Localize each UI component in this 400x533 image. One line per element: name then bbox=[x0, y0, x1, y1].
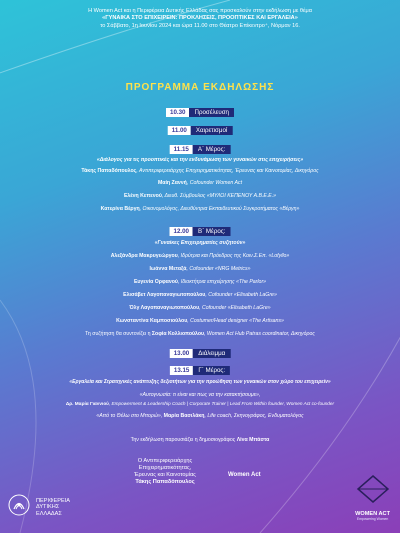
moderator-prefix: Τη συζήτηση θα συντονίζει η bbox=[85, 331, 152, 337]
event-date-venue: το Σάββατο, 1η Ιουνίου 2024 και ώρα 11.00 στο Θέατρο Επίκεντρο⁺, Νόρμαν 16. bbox=[100, 22, 300, 29]
slot-greetings bbox=[168, 126, 233, 135]
slot-name: Προσέλευση bbox=[189, 108, 234, 117]
part-b-speaker bbox=[6, 292, 394, 298]
part-a-speaker bbox=[6, 193, 394, 199]
slot-arrival bbox=[166, 108, 234, 117]
speaker-name: Δρ. Μαρία Γιαννιού bbox=[65, 401, 109, 406]
program-title: ΠΡΟΓΡΑΜΜΑ ΕΚΔΗΛΩΣΗΣ bbox=[125, 82, 275, 93]
women-act-name: WOMEN ACT bbox=[355, 511, 390, 517]
speaker-name: Κωνσταντίνα Καμποσιούλου bbox=[116, 318, 188, 324]
part-b-speaker bbox=[6, 253, 394, 259]
slot-time: 10.30 bbox=[166, 108, 189, 117]
talk-title: «Από το Θέλω στο Μπορώ», bbox=[96, 413, 164, 419]
speaker-role: , Αντιπεριφερειάρχης Επιχειρηματικότητας, Έρευνας και Καινοτομίας, Δικηγόρος bbox=[136, 168, 319, 174]
signature-title-2: Επιχειρηματικότητας, bbox=[138, 465, 192, 471]
part-b-speaker bbox=[6, 266, 394, 272]
part-a-speaker bbox=[6, 206, 394, 212]
slot-time: 12.00 bbox=[170, 227, 193, 236]
region-line-3: ΕΛΛΑΔΑΣ bbox=[36, 510, 62, 517]
speaker-name: Τάκης Παπαδόπουλος bbox=[81, 168, 137, 174]
region-name bbox=[36, 498, 70, 518]
signature-name: Τάκης Παπαδόπουλος bbox=[135, 479, 195, 485]
part-c-talk-1 bbox=[6, 392, 394, 398]
women-act-diamond-icon bbox=[356, 491, 390, 508]
part-b-moderator bbox=[6, 331, 394, 337]
part-a-topic: «Διάλογος για τις προοπτικές και την ενδυνάμωση των γυναικών στις επιχειρήσεις» bbox=[96, 157, 304, 163]
host-prefix: Την εκδήλωση παρουσιάζει η δημοσιογράφος bbox=[130, 437, 237, 443]
speaker-name: Αλεξάνδρα Μακρυγεώργου bbox=[110, 253, 178, 259]
signature-title-1: Ο Αντιπεριφερειάρχης bbox=[137, 458, 193, 464]
speaker-role: , Ιδρύτρια και Πρόεδρος της Κοιν.Σ.Επ. «Lofyllo» bbox=[177, 253, 290, 259]
host-name: Λίνα Μπάστα bbox=[236, 437, 270, 443]
region-emblem-icon bbox=[8, 494, 30, 521]
slot-name: Χαιρετισμοί bbox=[191, 126, 232, 135]
region-line-1: ΠΕΡΙΦΕΡΕΙΑ bbox=[36, 497, 70, 504]
signature-left bbox=[100, 458, 230, 486]
part-c-topic: «Εργαλεία και Στρατηγικές ανάπτυξης δεξιοτήτων για την προώθηση των γυναικών στον χώρο του επιχειρείν» bbox=[69, 379, 331, 385]
speaker-name: Μαίη Ζαννή bbox=[157, 180, 187, 186]
speaker-role: , Cofounder «Elisabeth LaGre» bbox=[205, 292, 277, 298]
slot-time: 13.15 bbox=[170, 366, 193, 375]
host-line bbox=[6, 437, 394, 443]
header-line-1: Η Women Act και η Περιφέρεια Δυτικής Ελλάδας σας προσκαλούν στην εκδήλωση με θέμα bbox=[88, 8, 312, 14]
slot-part-c bbox=[170, 366, 230, 375]
part-a-speaker bbox=[6, 180, 394, 186]
speaker-role: , Cofounder Women Act bbox=[186, 180, 243, 186]
part-b-topic: «Γυναίκες Επιχειρηματίες συζητούν» bbox=[154, 240, 246, 246]
slot-name: Α΄ Μέρος: bbox=[193, 145, 230, 154]
moderator-role: , Women Act Hub Patras coordinator, Δικηγόρος bbox=[204, 331, 315, 337]
slot-part-b bbox=[170, 227, 231, 236]
speaker-name: Όλγ Λαγοπαναγιωτοπούλου bbox=[129, 305, 200, 311]
women-act-logo bbox=[355, 474, 390, 521]
slot-time: 11.15 bbox=[170, 145, 193, 154]
part-a-speaker bbox=[6, 168, 394, 174]
women-act-tagline: Empowering Women bbox=[356, 517, 389, 521]
slot-name: Β΄ Μέρος: bbox=[193, 227, 230, 236]
slot-name: Γ΄ Μέρος: bbox=[193, 366, 230, 375]
slot-part-a bbox=[170, 145, 231, 154]
speaker-role: , Διευθ. Σύμβουλος «ΜΥΛΟΙ ΚΕΠΕΝΟΥ Α.Β.Ε.Ε.» bbox=[161, 193, 277, 199]
speaker-name: Ευγενία Ορφανού bbox=[133, 279, 178, 285]
talk-title: «Αυτογνωσία: τι είναι και πως να την κατακτήσουμε», bbox=[139, 392, 261, 398]
speaker-role: , Empowerment & Leadership Coach | Corporate Trainer | Lead From Within founder, Women Act co-founder bbox=[108, 401, 335, 406]
slot-name: Διάλειμμα bbox=[193, 349, 230, 358]
slot-break bbox=[170, 349, 231, 358]
speaker-role: , Cofounder «NRG Metrics» bbox=[186, 266, 251, 272]
speaker-name: Ελισάβετ Λαγοπαναγιωτοπούλου bbox=[123, 292, 206, 298]
slot-time: 13.00 bbox=[170, 349, 193, 358]
speaker-name: Ελένη Κεπενού bbox=[123, 193, 162, 199]
speaker-role: , Costumer/Head designer «The Artisans» bbox=[187, 318, 284, 324]
speaker-name: Μαρία Βασιλάκη bbox=[163, 413, 205, 419]
speaker-name: Ιωάννα Μεταξά bbox=[149, 266, 187, 272]
event-title: «ΓΥΝΑΙΚΑ ΣΤΟ ΕΠΙΧΕΙΡΕΙΝ: ΠΡΟΚΛΗΣΕΙΣ, ΠΡΟΟΠΤΙΚΕΣ ΚΑΙ ΕΡΓΑΛΕΙΑ» bbox=[102, 15, 298, 22]
speaker-role: , Οικονομολόγος, Διευθύντρια Εκπαιδευτικού Συγκροτήματος «Βέργη» bbox=[139, 206, 300, 212]
part-b-speaker bbox=[6, 318, 394, 324]
invitation-header bbox=[6, 8, 394, 30]
region-logo bbox=[8, 494, 70, 521]
speaker-role: , Cofounder «Elisabeth LaGre» bbox=[199, 305, 271, 311]
signature-right: Women Act bbox=[228, 472, 261, 478]
part-b-speaker bbox=[6, 279, 394, 285]
speaker-role: , Ιδιοκτήτρια επιχείρησης «The Parlor» bbox=[177, 279, 267, 285]
part-b-speaker bbox=[6, 305, 394, 311]
part-c-talk-2 bbox=[6, 413, 394, 419]
speaker-name: Κατερίνα Βέργη bbox=[100, 206, 140, 212]
signature-title-3: Έρευνας και Καινοτομίας bbox=[134, 472, 196, 478]
region-line-2: ΔΥΤΙΚΗΣ bbox=[36, 504, 60, 511]
moderator-name: Σοφία Κολλιοπούλου bbox=[151, 331, 205, 337]
slot-time: 11.00 bbox=[168, 126, 191, 135]
part-c-talk-1-speaker bbox=[6, 401, 394, 407]
speaker-role: , Life coach, Σκηνογράφος, Ενδυματολόγος bbox=[204, 413, 304, 419]
